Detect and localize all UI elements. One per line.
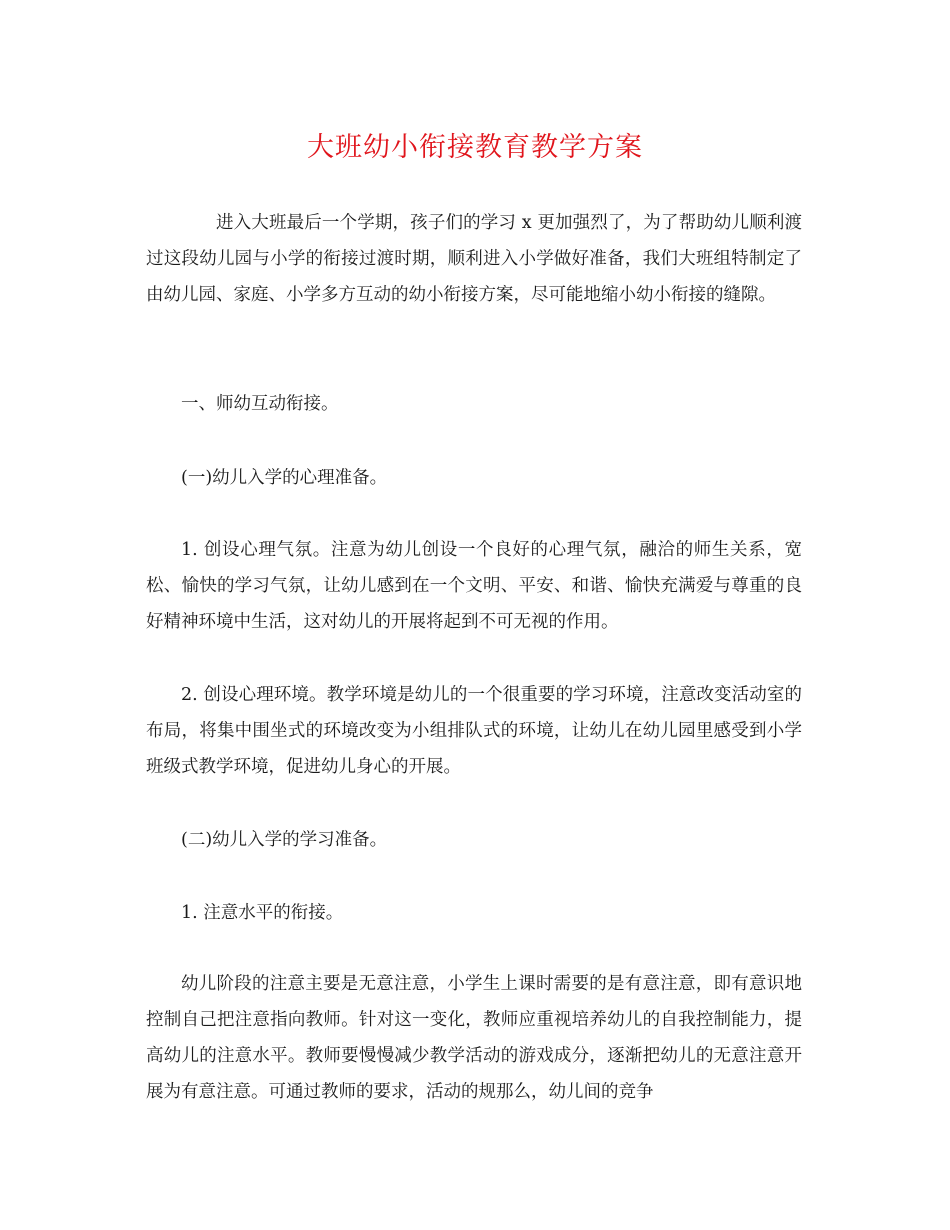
subsection-heading-1: (一)幼儿入学的心理准备。	[181, 468, 388, 488]
section-heading-1: 一、师幼互动衔接。	[181, 394, 339, 414]
item-heading-3: 1. 注意水平的衔接。	[181, 903, 344, 923]
item-paragraph-1: 1. 创设心理气氛。注意为幼儿创设一个良好的心理气氛，融洽的师生关系，宽松、愉快的学习气氛，让幼儿感到在一个文明、平安、和谐、愉快充满爱与尊重的良好精神环境中生活，这对幼儿的开展将起到不可无视的作用。	[146, 540, 802, 632]
document-title: 大班幼小衔接教育教学方案	[307, 132, 643, 163]
intro-paragraph: 进入大班最后一个学期，孩子们的学习 x 更加强烈了，为了帮助幼儿顺利渡过这段幼儿园与小学的衔接过渡时期，顺利进入小学做好准备，我们大班组特制定了由幼儿园、家庭、小学多方互动的幼小衔接方案，尽可能地缩小幼小衔接的缝隙。	[146, 213, 802, 305]
item-paragraph-3: 幼儿阶段的注意主要是无意注意，小学生上课时需要的是有意注意，即有意识地控制自己把注意指向教师。针对这一变化，教师应重视培养幼儿的自我控制能力，提高幼儿的注意水平。教师要慢慢减少教学活动的游戏成分，逐渐把幼儿的无意注意开展为有意注意。可通过教师的要求，活动的规那么，幼儿间的竞争	[146, 974, 802, 1102]
subsection-heading-2: (二)幼儿入学的学习准备。	[181, 830, 388, 850]
item-paragraph-2: 2. 创设心理环境。教学环境是幼儿的一个很重要的学习环境，注意改变活动室的布局，将集中围坐式的环境改变为小组排队式的环境，让幼儿在幼儿园里感受到小学班级式教学环境，促进幼儿身心的开展。	[146, 685, 802, 777]
